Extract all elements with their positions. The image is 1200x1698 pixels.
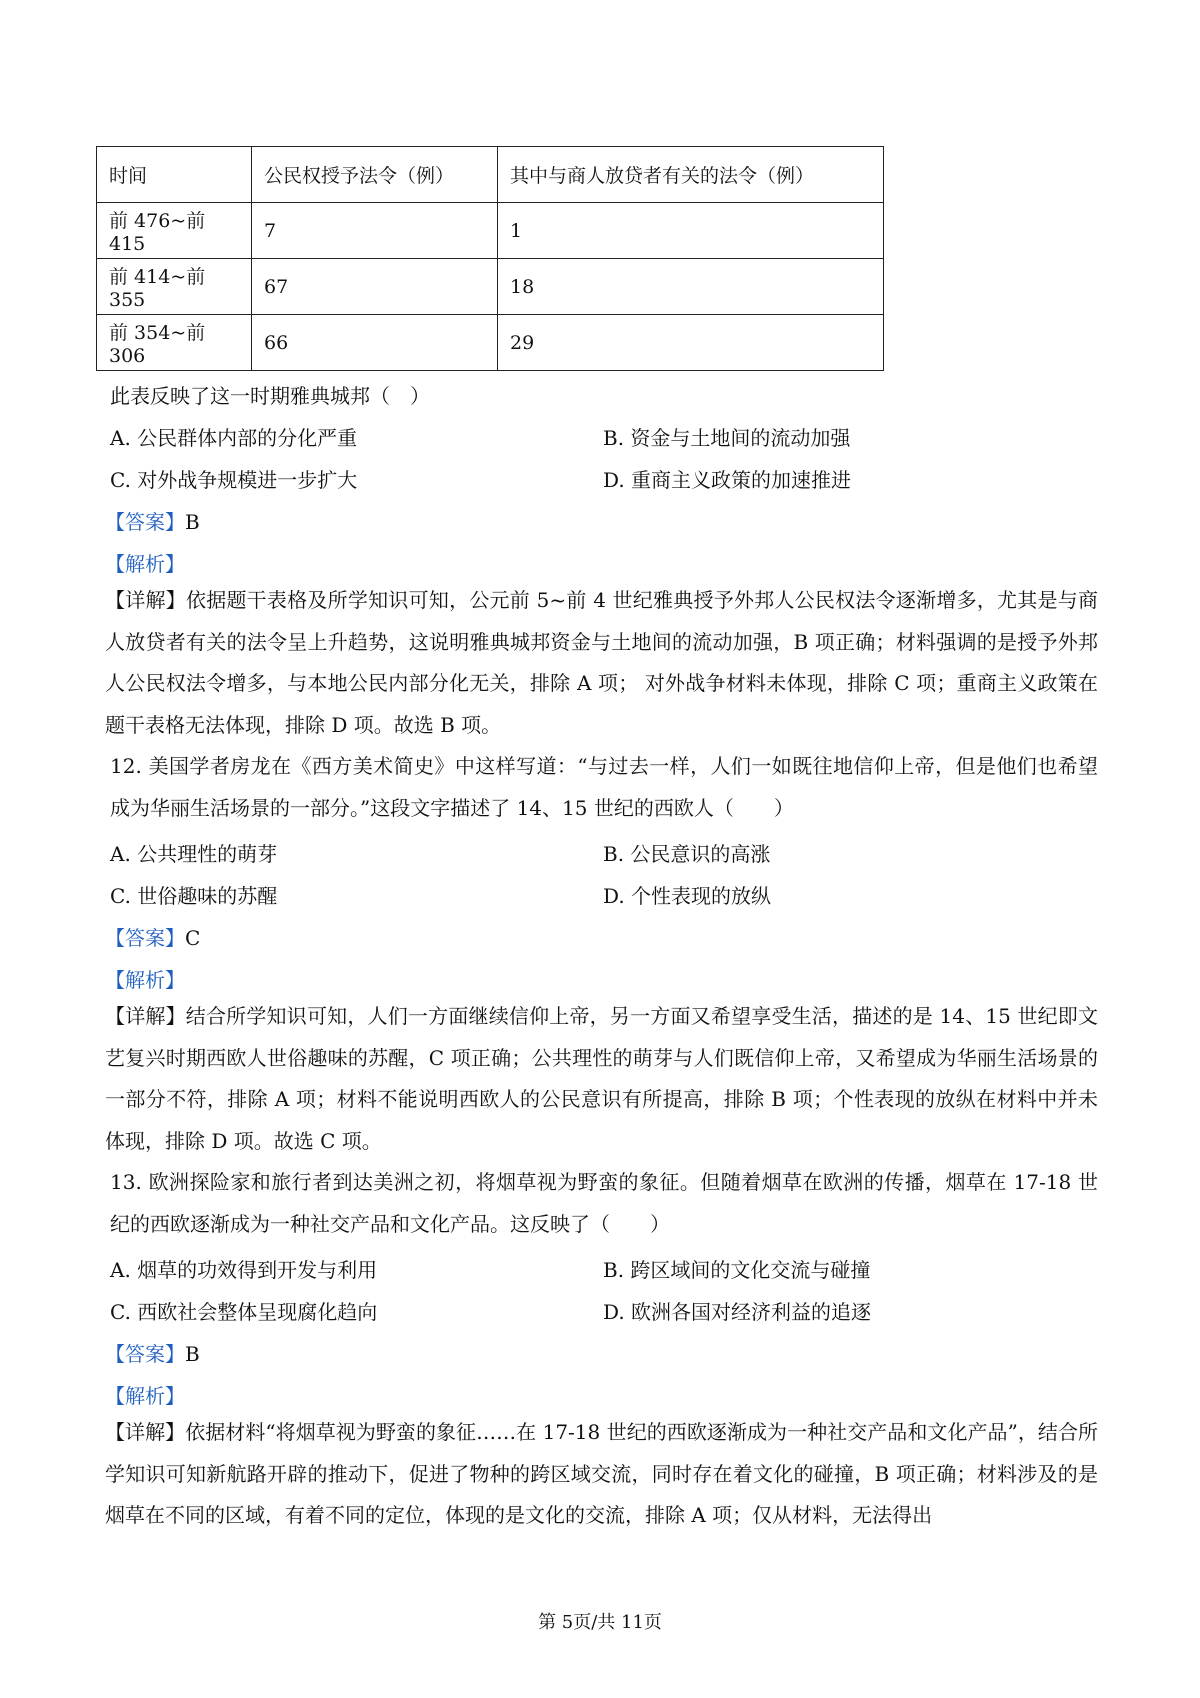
table-cell: 前 414~前 355 [97,259,252,315]
answer-tag: 【答案】 [105,1342,185,1366]
answer-value: B [185,510,200,534]
q11-option-c: C. 对外战争规模进一步扩大 [110,468,358,492]
q13-detail [105,1412,1098,1537]
q11-stem: 此表反映了这一时期雅典城邦（ ） [110,384,430,408]
table-header-cell: 时间 [97,147,252,203]
answer-tag: 【答案】 [105,510,185,534]
q11-answer [105,506,200,535]
q12-answer [105,922,200,951]
table-cell: 18 [498,259,884,315]
table-cell: 前 476~前 415 [97,203,252,259]
detail-text: 依据材料“将烟草视为野蛮的象征……在 17-18 世纪的西欧逐渐成为一种社交产品和文化产品”，结合所学知识可知新航路开辟的推动下，促进了物种的跨区域交流，同时存在着文化的碰撞，B 项正确；材料涉及的是烟草在不同的区域，有着不同的定位，体现的是文化的交流，排除 A 项；仅从材料，无法得出 [105,1420,1098,1527]
data-table [96,146,884,371]
q13-option-d: D. 欧洲各国对经济利益的追逐 [603,1300,872,1324]
detail-text: 结合所学知识可知，人们一方面继续信仰上帝，另一方面又希望享受生活，描述的是 14、15 世纪即文艺复兴时期西欧人世俗趣味的苏醒，C 项正确；公共理性的萌芽与人们既信仰上帝，又希望成为华丽生活场景的一部分不符，排除 A 项；材料不能说明西欧人的公民意识有所提高，排除 B 项；个性表现的放纵在材料中并未体现，排除 D 项。故选 C 项。 [105,1004,1098,1153]
table-cell: 1 [498,203,884,259]
q12-detail [105,996,1098,1162]
table-row [97,315,884,371]
detail-text: 依据题干表格及所学知识可知，公元前 5~前 4 世纪雅典授予外邦人公民权法令逐渐增多，尤其是与商人放贷者有关的法令呈上升趋势，这说明雅典城邦资金与土地间的流动加强，B 项正确；材料强调的是授予外邦人公民权法令增多，与本地公民内部分化无关，排除 A 项； 对外战争材料未体现，排除 C 项；重商主义政策在题干表格无法体现，排除 D 项。故选 B 项。 [105,588,1099,737]
detail-tag: 【详解】 [105,1004,186,1028]
q13-stem: 13. 欧洲探险家和旅行者到达美洲之初，将烟草视为野蛮的象征。但随着烟草在欧洲的传播，烟草在 17-18 世纪的西欧逐渐成为一种社交产品和文化产品。这反映了（ ） [110,1170,1098,1236]
q12-option-a: A. 公共理性的萌芽 [110,842,278,866]
table-cell: 66 [252,315,498,371]
q11-analysis-tag: 【解析】 [105,552,185,576]
q13-answer [105,1338,200,1367]
table-header-cell: 公民权授予法令（例） [252,147,498,203]
table-cell: 67 [252,259,498,315]
detail-tag: 【详解】 [105,588,186,612]
page-number-footer: 第 5页/共 11页 [538,1612,662,1633]
table-cell: 29 [498,315,884,371]
q13-option-c: C. 西欧社会整体呈现腐化趋向 [110,1300,378,1324]
table-cell: 7 [252,203,498,259]
q11-detail [105,580,1098,746]
q13-option-b: B. 跨区域间的文化交流与碰撞 [603,1258,871,1282]
detail-tag: 【详解】 [105,1420,186,1444]
q12-analysis-tag: 【解析】 [105,968,185,992]
q11-option-b: B. 资金与土地间的流动加强 [603,426,851,450]
q13-analysis-tag: 【解析】 [105,1384,185,1408]
q12-option-d: D. 个性表现的放纵 [603,884,772,908]
q13-option-a: A. 烟草的功效得到开发与利用 [110,1258,378,1282]
q11-option-a: A. 公民群体内部的分化严重 [110,426,358,450]
q12-stem: 12. 美国学者房龙在《西方美术简史》中这样写道：“与过去一样，人们一如既往地信仰上帝，但是他们也希望成为华丽生活场景的一部分。”这段文字描述了 14、15 世纪的西欧人（ ） [110,754,1098,820]
table-header-cell: 其中与商人放贷者有关的法令（例） [498,147,884,203]
q12-option-c: C. 世俗趣味的苏醒 [110,884,278,908]
table-row [97,203,884,259]
answer-tag: 【答案】 [105,926,185,950]
table-header-row [97,147,884,203]
q11-option-d: D. 重商主义政策的加速推进 [603,468,852,492]
answer-value: C [185,926,201,950]
table-cell: 前 354~前 306 [97,315,252,371]
q12-option-b: B. 公民意识的高涨 [603,842,771,866]
answer-value: B [185,1342,200,1366]
table-row [97,259,884,315]
